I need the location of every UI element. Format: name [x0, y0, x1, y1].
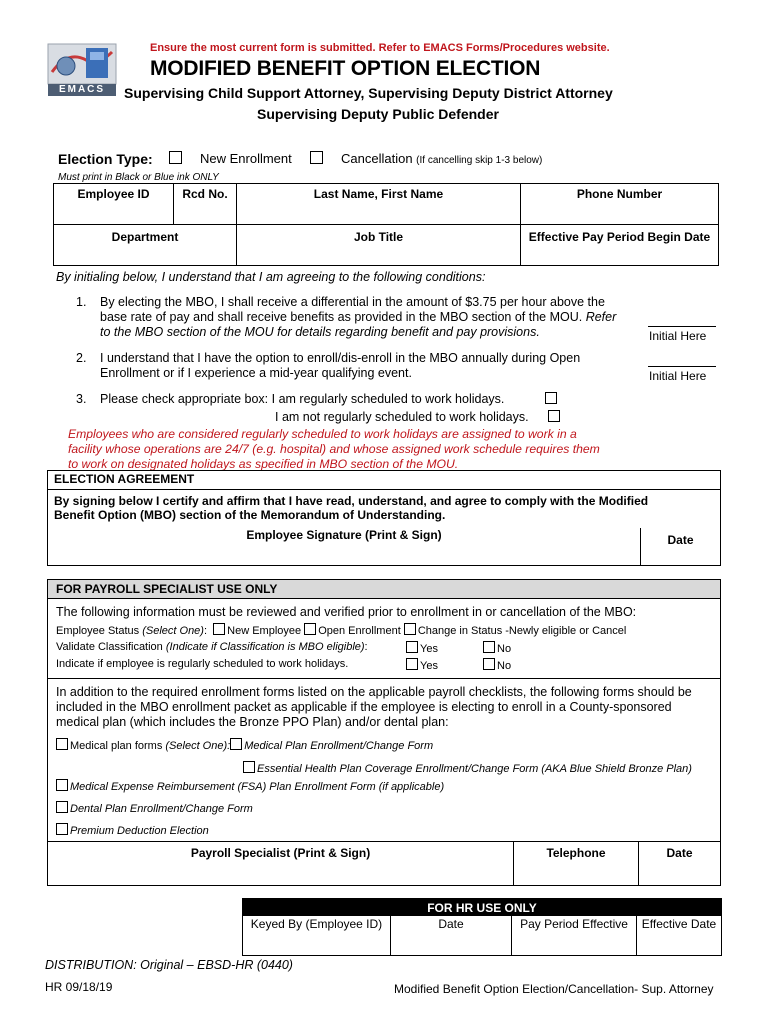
payroll-verification-cell: [48, 599, 721, 679]
phone-label: Phone Number: [576, 187, 663, 201]
hr-header: FOR HR USE ONLY: [427, 901, 537, 915]
condition-1-line-2: [100, 310, 620, 325]
cancellation-note: (If cancelling skip 1-3 below): [416, 155, 543, 166]
holiday-schedule-label: Indicate if employee is regularly scheduled to work holidays.: [56, 658, 349, 670]
holiday-definition: [68, 427, 628, 472]
agreement-header-cell: [48, 471, 721, 490]
dental-checkbox[interactable]: [56, 801, 68, 813]
validate-no-checkbox[interactable]: [483, 641, 495, 653]
employee-status-label: Employee Status: [56, 625, 140, 637]
payroll-telephone-label: Telephone: [546, 846, 606, 860]
change-in-status-label: Change in Status -Newly eligible or Cancel: [417, 625, 627, 637]
employee-id-cell[interactable]: [54, 184, 174, 225]
hr-date-cell[interactable]: [391, 916, 512, 956]
validate-no-option: [483, 641, 511, 655]
agreement-text-2: Benefit Option (MBO) section of the Memorandum of Understanding.: [54, 508, 446, 522]
change-in-status-checkbox[interactable]: [404, 623, 416, 635]
payroll-table: [47, 579, 721, 886]
holiday-no-option: [483, 658, 511, 672]
ink-note: Must print in Black or Blue ink ONLY: [58, 172, 219, 183]
medical-plan-forms-row: [56, 738, 720, 752]
validate-classification-label: Validate Classification: [56, 641, 163, 653]
condition-2-number: 2.: [76, 351, 87, 365]
employee-info-table: [53, 183, 719, 266]
payroll-specialist-signature-label: Payroll Specialist (Print & Sign): [190, 846, 371, 860]
cancellation-text: Cancellation: [341, 151, 413, 166]
fsa-label: Medical Expense Reimbursement (FSA) Plan Enrollment Form (if applicable): [70, 781, 445, 793]
payroll-header: FOR PAYROLL SPECIALIST USE ONLY: [56, 582, 278, 596]
condition-2: [100, 351, 620, 381]
holiday-yes-checkbox[interactable]: [406, 658, 418, 670]
open-enrollment-label: Open Enrollment: [318, 625, 401, 637]
condition-1-line-1: By electing the MBO, I shall receive a differential in the amount of $3.75 per hour above the: [100, 295, 605, 309]
premium-label: Premium Deduction Election: [70, 825, 209, 837]
holiday-schedule-row: [56, 658, 720, 672]
election-type-label: Election Type:: [58, 151, 153, 167]
rcd-no-cell[interactable]: [174, 184, 237, 225]
initial-line-1[interactable]: [648, 326, 716, 327]
hr-effective-date-cell[interactable]: [637, 916, 722, 956]
open-enrollment-checkbox[interactable]: [304, 623, 316, 635]
premium-checkbox[interactable]: [56, 823, 68, 835]
name-label: Last Name, First Name: [313, 187, 444, 201]
conditions-intro: By initialing below, I understand that I am agreeing to the following conditions:: [56, 270, 486, 284]
essential-health-label: Essential Health Plan Coverage Enrollment/Change Form (AKA Blue Shield Bronze Plan): [257, 763, 692, 775]
medical-plan-forms-checkbox[interactable]: [56, 738, 68, 750]
holiday-yes-option: [406, 658, 438, 672]
holiday-definition-line-2: facility whose operations are 24/7 (e.g. hospital) and whose assigned work schedule requires them: [68, 442, 600, 456]
distribution-note: DISTRIBUTION: Original – EBSD-HR (0440): [45, 958, 293, 972]
employee-date-label: Date: [667, 532, 694, 547]
effective-date-cell[interactable]: [521, 225, 719, 266]
payroll-review-text: The following information must be reviewed and verified prior to enrollment in or cancellation of the MBO:: [56, 605, 637, 619]
initial-here-2: Initial Here: [649, 369, 707, 383]
payroll-date-cell[interactable]: [639, 842, 721, 886]
payroll-telephone-cell[interactable]: [514, 842, 639, 886]
additional-forms-line-1: In addition to the required enrollment forms listed on the applicable payroll checklists, the following forms should be: [56, 685, 692, 699]
condition-1-line-2-refer: Refer: [585, 310, 617, 324]
logo-text: EMACS: [58, 84, 106, 95]
validate-yes-checkbox[interactable]: [406, 641, 418, 653]
validate-classification-note: (Indicate if Classification is MBO eligible): [165, 641, 365, 653]
holiday-no-label: No: [497, 660, 512, 672]
employee-date-cell[interactable]: [641, 528, 721, 566]
agreement-text-1: By signing below I certify and affirm that I have read, understand, and agree to comply with the Modified: [54, 494, 649, 508]
regularly-scheduled-checkbox[interactable]: [545, 392, 557, 404]
additional-forms-text: [56, 685, 720, 730]
dental-row: [56, 801, 720, 815]
payroll-specialist-signature-cell[interactable]: [48, 842, 514, 886]
condition-1-line-2-text: base rate of pay and shall receive benefits as provided in the MBO section of the MOU.: [100, 310, 583, 324]
employee-status-colon: :: [203, 625, 208, 637]
not-regularly-scheduled-checkbox[interactable]: [548, 410, 560, 422]
condition-3-line-2: I am not regularly scheduled to work holidays.: [275, 410, 529, 424]
form-subtitle-2: Supervising Deputy Public Defender: [257, 106, 499, 122]
employee-signature-cell[interactable]: [48, 528, 641, 566]
cancellation-label: [341, 151, 542, 166]
new-enrollment-label: New Enrollment: [200, 151, 292, 166]
essential-health-checkbox[interactable]: [243, 761, 255, 773]
medical-change-label: Medical Plan Enrollment/Change Form: [244, 740, 434, 752]
holiday-definition-line-1: Employees who are considered regularly scheduled to work holidays are assigned to work in a: [68, 427, 577, 441]
employee-signature-label: Employee Signature (Print & Sign): [246, 527, 442, 542]
condition-2-line-2: Enrollment or if I experience a mid-year qualifying event.: [100, 366, 412, 380]
payroll-forms-cell: [48, 679, 721, 842]
agreement-header: ELECTION AGREEMENT: [54, 472, 195, 486]
medical-change-checkbox[interactable]: [230, 738, 242, 750]
condition-3-line-1: Please check appropriate box: I am regularly scheduled to work holidays.: [100, 392, 505, 406]
new-enrollment-checkbox[interactable]: [169, 151, 182, 164]
fsa-checkbox[interactable]: [56, 779, 68, 791]
current-form-notice: Ensure the most current form is submitted. Refer to EMACS Forms/Procedures website.: [150, 42, 610, 54]
condition-1: [100, 295, 620, 340]
employee-status-select: (Select One): [142, 625, 204, 637]
additional-forms-line-3: medical plan (which includes the Bronze PPO Plan) and/or dental plan:: [56, 715, 449, 729]
form-footer-name: Modified Benefit Option Election/Cancellation- Sup. Attorney: [394, 982, 714, 996]
fsa-row: [56, 779, 720, 793]
additional-forms-line-2: included in the MBO enrollment packet as applicable if the employee is electing to enroll in a County-sponsored: [56, 700, 672, 714]
initial-here-1: Initial Here: [649, 329, 707, 343]
new-employee-checkbox[interactable]: [213, 623, 225, 635]
hr-date-label: Date: [438, 917, 464, 931]
keyed-by-label: Keyed By (Employee ID): [250, 917, 383, 931]
validate-classification-row: [56, 641, 720, 655]
effective-date-label: Effective Pay Period Begin Date: [528, 230, 711, 244]
essential-health-row: [56, 761, 720, 775]
validate-yes-option: [406, 641, 438, 655]
rcd-no-label: Rcd No.: [182, 187, 228, 201]
condition-1-line-3: to the MBO section of the MOU for details regarding benefit and pay provisions.: [100, 325, 540, 339]
agreement-text-cell: [48, 490, 721, 528]
holiday-definition-line-3: to work on designated holidays as specified in MBO section of the MOU.: [68, 457, 459, 471]
department-label: Department: [111, 230, 179, 244]
condition-1-number: 1.: [76, 295, 87, 309]
validate-classification-colon: :: [364, 641, 368, 653]
form-version: HR 09/18/19: [45, 980, 113, 994]
phone-cell[interactable]: [521, 184, 719, 225]
name-cell[interactable]: [237, 184, 521, 225]
condition-3-number: 3.: [76, 392, 87, 406]
employee-id-label: Employee ID: [77, 187, 150, 201]
dental-label: Dental Plan Enrollment/Change Form: [70, 803, 253, 815]
pay-period-cell[interactable]: [512, 916, 637, 956]
keyed-by-cell[interactable]: [243, 916, 391, 956]
hr-table: [242, 898, 722, 956]
form-subtitle-1: Supervising Child Support Attorney, Supervising Deputy District Attorney: [124, 85, 613, 101]
election-agreement-table: [47, 470, 721, 566]
medical-plan-select: (Select One):: [165, 740, 231, 752]
condition-2-line-1: I understand that I have the option to enroll/dis-enroll in the MBO annually during Open: [100, 351, 581, 365]
form-title: MODIFIED BENEFIT OPTION ELECTION: [150, 57, 541, 80]
cancellation-checkbox[interactable]: [310, 151, 323, 164]
job-title-cell[interactable]: [237, 225, 521, 266]
emacs-logo: [46, 42, 118, 98]
holiday-yes-label: Yes: [420, 660, 438, 672]
validate-yes-label: Yes: [420, 643, 438, 655]
holiday-no-checkbox[interactable]: [483, 658, 495, 670]
pay-period-label: Pay Period Effective: [520, 917, 628, 931]
payroll-date-label: Date: [666, 846, 693, 860]
hr-effective-date-label: Effective Date: [641, 917, 717, 931]
payroll-header-cell: [48, 580, 721, 599]
validate-no-label: No: [497, 643, 512, 655]
medical-plan-forms-label: Medical plan forms: [70, 740, 163, 752]
employee-status-row: [56, 623, 720, 637]
premium-row: [56, 823, 720, 837]
new-employee-label: New Employee: [227, 625, 302, 637]
job-title-label: Job Title: [353, 230, 404, 244]
department-cell[interactable]: [54, 225, 237, 266]
hr-header-cell: [243, 899, 722, 916]
initial-line-2[interactable]: [648, 366, 716, 367]
